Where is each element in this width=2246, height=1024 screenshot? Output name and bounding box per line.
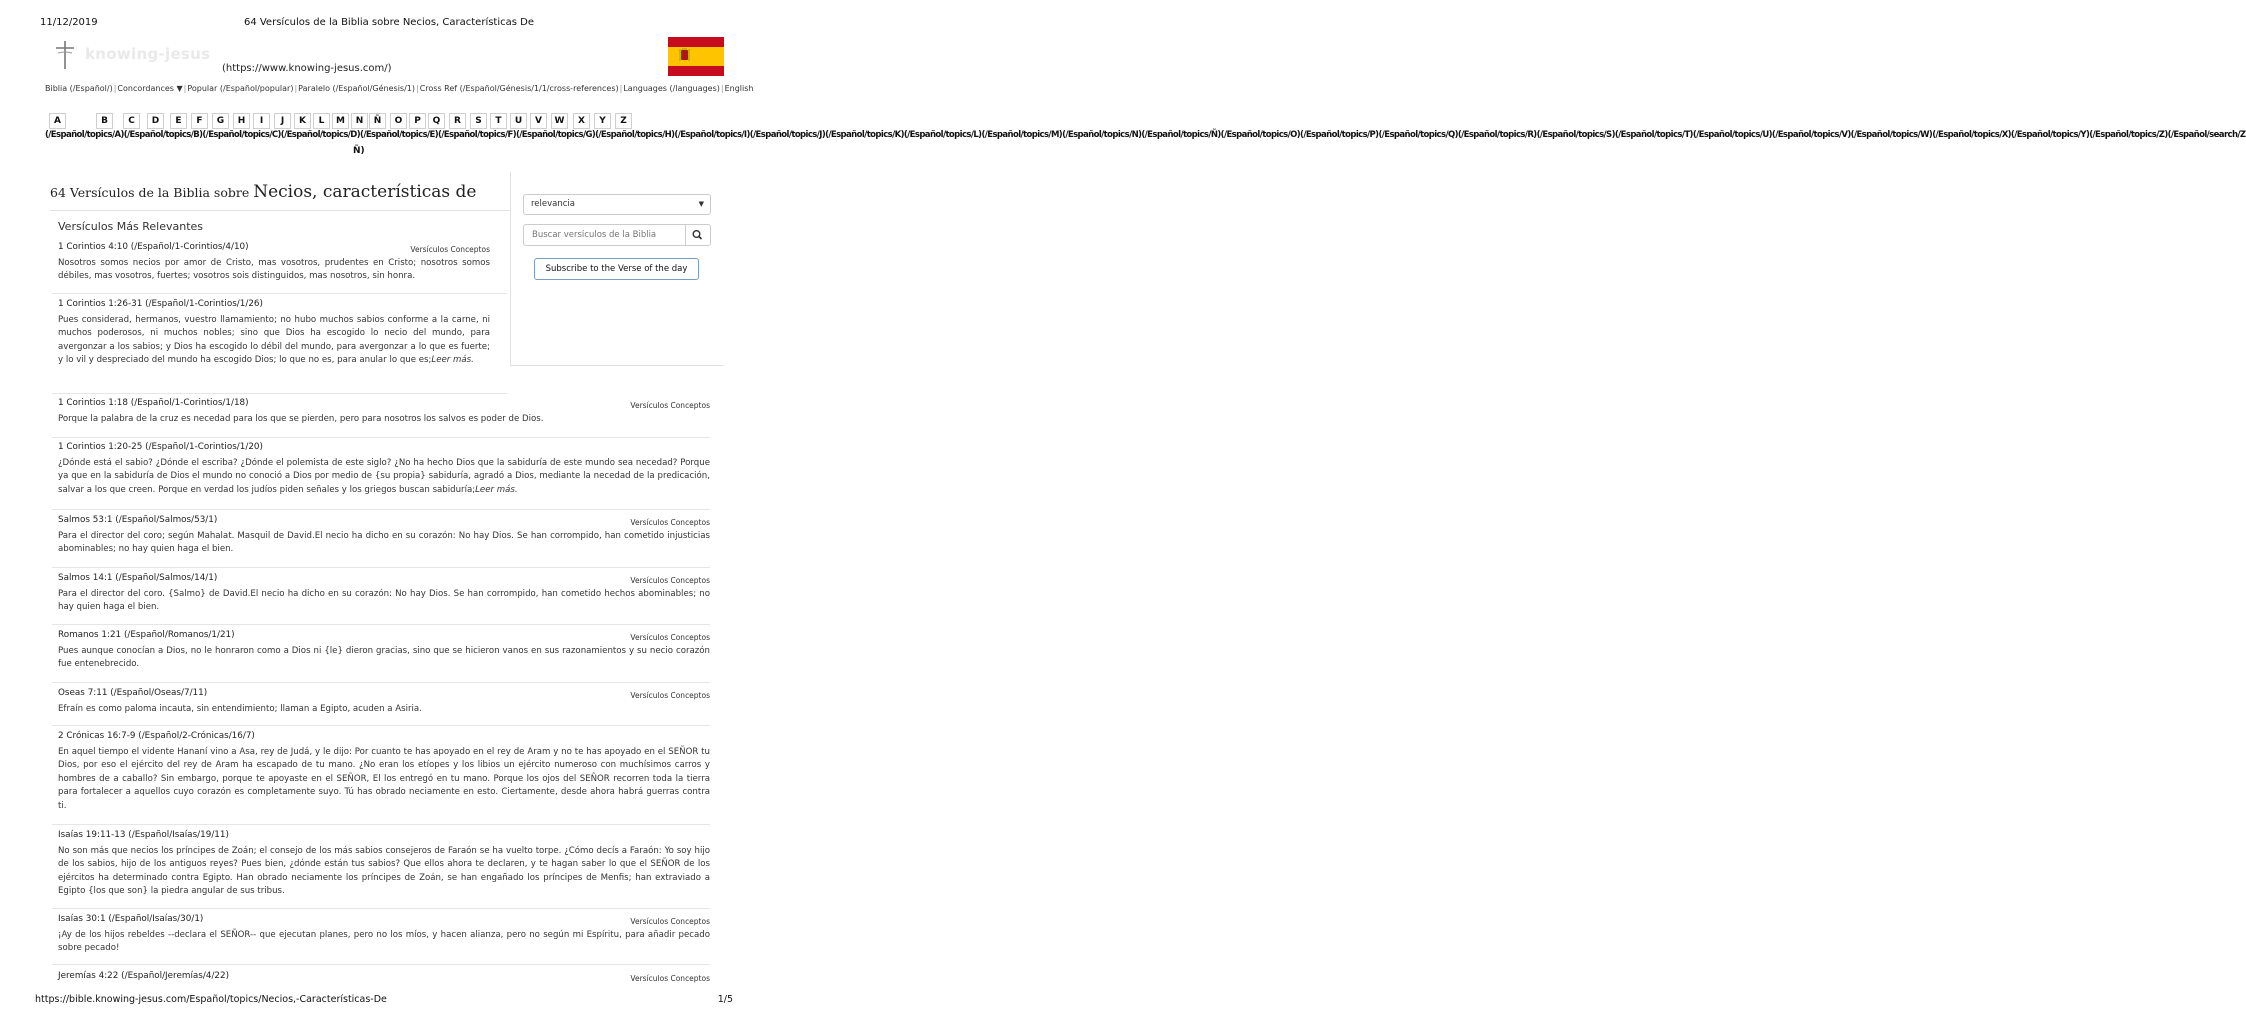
- print-header: [40, 17, 738, 31]
- verse-divider: [52, 824, 710, 825]
- alphabet-index: [45, 113, 2246, 161]
- alphabet-letter[interactable]: R: [449, 113, 466, 129]
- page-title-prefix: 64 Versículos de la Biblia sobre: [50, 185, 254, 200]
- verse-divider: [52, 437, 710, 438]
- verse-concepts-link[interactable]: Versículos Conceptos: [630, 633, 710, 642]
- sort-select[interactable]: [523, 194, 711, 215]
- verse-reference-link[interactable]: 1 Corintios 1:26-31 (/Español/1-Corintios/1/26): [58, 299, 263, 309]
- nav-link[interactable]: English: [724, 84, 754, 93]
- verse-reference-link[interactable]: Isaías 30:1 (/Español/Isaías/30/1): [58, 914, 204, 924]
- alphabet-letter[interactable]: E: [170, 113, 187, 129]
- verse-concepts-link[interactable]: Versículos Conceptos: [630, 576, 710, 585]
- alphabet-n-tail: Ñ): [353, 146, 365, 156]
- verse-divider: [52, 682, 710, 683]
- verse-text: [58, 703, 710, 716]
- search-box: [523, 224, 711, 246]
- alphabet-letter[interactable]: Z: [615, 113, 632, 129]
- alphabet-letter[interactable]: P: [409, 113, 426, 129]
- verse-text: [58, 530, 710, 557]
- verse-concepts-link[interactable]: Versículos Conceptos: [630, 518, 710, 527]
- alphabet-letter[interactable]: K: [294, 113, 311, 129]
- verse-text: [58, 257, 490, 284]
- verse-text-body: Pues aunque conocían a Dios, no le honraron como a Dios ni {le} dieron gracias, sino que se hicieron vanos en sus razonamientos y su necio corazón fue entenebrecido.: [58, 646, 710, 670]
- verse-text-body: Pues considerad, hermanos, vuestro llamamiento; no hubo muchos sabios conforme a la carne, ni muchos poderosos, ni muchos nobles; sino que Dios ha escogido lo necio del mundo, para avergonzar a los sabios; y Dios ha escogido lo débil del mundo, para avergonzar a lo que es fuerte; y lo vil y despreciado del mundo ha escogido Dios; lo que no es, para anular lo que es;: [58, 315, 490, 366]
- site-url-link[interactable]: (https://www.knowing-jesus.com/): [222, 63, 392, 74]
- verse-divider: [52, 509, 710, 510]
- verse-text-body: Para el director del coro. {Salmo} de David.El necio ha dicho en su corazón: No hay Dios. Se han corrompido, han cometido hechos abominables; no hay quien haga el bien.: [58, 589, 710, 613]
- verse-divider: [52, 624, 710, 625]
- verse-text: [58, 314, 490, 368]
- nav-separator: |: [619, 84, 623, 93]
- alphabet-letter[interactable]: O: [390, 113, 407, 129]
- alphabet-letter[interactable]: U: [510, 113, 527, 129]
- nav-separator: |: [720, 84, 724, 93]
- verse-text-body: Para el director del coro; según Mahalat. Masquil de David.El necio ha dicho en su corazón: No hay Dios. Se han corrompido, han cometido injusticias abominables; no hay quien haga el bien.: [58, 531, 710, 555]
- alphabet-letter[interactable]: G: [212, 113, 229, 129]
- verse-reference-link[interactable]: 1 Corintios 1:18 (/Español/1-Corintios/1/18): [58, 398, 249, 408]
- verse-reference-link[interactable]: Isaías 19:11-13 (/Español/Isaías/19/11): [58, 830, 229, 840]
- nav-link[interactable]: Paralelo (/Español/Génesis/1): [298, 84, 415, 93]
- nav-separator: |: [183, 84, 187, 93]
- verse-reference-link[interactable]: 1 Corintios 4:10 (/Español/1-Corintios/4/10): [58, 242, 249, 252]
- verse-reference-link[interactable]: Romanos 1:21 (/Español/Romanos/1/21): [58, 630, 235, 640]
- alphabet-letter[interactable]: B: [96, 113, 113, 129]
- verse-divider: [52, 293, 507, 294]
- verse-reference-link[interactable]: Jeremías 4:22 (/Español/Jeremías/4/22): [58, 971, 230, 981]
- verse-text: [58, 645, 710, 672]
- site-logo[interactable]: [53, 39, 233, 73]
- verse-text-body: No son más que necios los príncipes de Zoán; el consejo de los más sabios consejeros de Faraón se ha vuelto torpe. ¿Cómo decís a Faraón: Yo soy hijo de los sabios, hijo de los antiguos reyes? Pues bien, ¿dónde están tus sabios? Que ellos ahora te declaren, y te hagan saber lo que el SEÑOR de los ejércitos ha determinado contra Egipto. Han obrado neciamente los príncipes de Zoán, se han engañado los príncipes de Menfis; han extraviado a Egipto {los que son} la piedra angular de sus tribus.: [58, 846, 710, 897]
- print-footer: [35, 994, 733, 1008]
- verse-text: [58, 929, 710, 956]
- nav-link[interactable]: Cross Ref (/Español/Génesis/1/1/cross-references): [419, 84, 619, 93]
- verse-text-body: ¡Ay de los hijos rebeldes --declara el SEÑOR-- que ejecutan planes, pero no los míos, y hacen alianza, pero no según mi Espíritu, para añadir pecado sobre pecado!: [58, 930, 710, 954]
- alphabet-letter[interactable]: M: [332, 113, 349, 129]
- nav-link[interactable]: Concordances ▼: [117, 84, 183, 93]
- verse-reference-link[interactable]: 2 Crónicas 16:7-9 (/Español/2-Crónicas/16/7): [58, 731, 255, 741]
- read-more-link[interactable]: Leer más.: [475, 484, 518, 495]
- sidebar: [510, 172, 723, 366]
- logo-text: knowing-jesus: [85, 45, 211, 63]
- alphabet-letter[interactable]: T: [490, 113, 507, 129]
- alphabet-letter[interactable]: V: [530, 113, 547, 129]
- print-date: 11/12/2019: [40, 17, 98, 28]
- verse-concepts-link[interactable]: Versículos Conceptos: [630, 401, 710, 410]
- alphabet-letter[interactable]: L: [313, 113, 330, 129]
- cross-icon: [53, 39, 77, 71]
- search-button[interactable]: [685, 225, 710, 245]
- chevron-down-icon: ▼: [698, 200, 704, 208]
- verse-text: [58, 457, 710, 497]
- search-icon: [685, 225, 710, 245]
- print-footer-url: https://bible.knowing-jesus.com/Español/topics/Necios,-Características-De: [35, 994, 387, 1005]
- alphabet-letter[interactable]: Y: [594, 113, 611, 129]
- verse-text-body: Porque la palabra de la cruz es necedad para los que se pierden, pero para nosotros los salvos es poder de Dios.: [58, 414, 544, 424]
- read-more-link[interactable]: Leer más.: [431, 355, 474, 366]
- nav-link[interactable]: Popular (/Español/popular): [187, 84, 294, 93]
- verse-text: [58, 588, 710, 615]
- verse-concepts-link[interactable]: Versículos Conceptos: [630, 974, 710, 983]
- nav-separator: |: [416, 84, 419, 93]
- verse-text-body: ¿Dónde está el sabio? ¿Dónde el escriba? ¿Dónde el polemista de este siglo? ¿No ha hecho Dios que la sabiduría de este mundo sea necedad? Porque ya que en la sabiduría de Dios el mundo no conoció a Dios por medio de {su propia} sabiduría, agradó a Dios, mediante la necedad de la predicación, salvar a los que creen. Porque en verdad los judíos piden señales y los griegos buscan sabiduría;: [58, 458, 710, 495]
- nav-link[interactable]: Biblia (/Español/): [45, 84, 113, 93]
- alphabet-letter[interactable]: A: [49, 113, 66, 129]
- verse-reference-link[interactable]: Salmos 14:1 (/Español/Salmos/14/1): [58, 573, 218, 583]
- section-title: Versículos Más Relevantes: [58, 220, 204, 233]
- verse-text-body: Nosotros somos necios por amor de Cristo, mas vosotros, prudentes en Cristo; nosotros somos débiles, mas vosotros, fuertes; vosotros sois distinguidos, mas nosotros, sin honra.: [58, 258, 490, 282]
- subscribe-button[interactable]: Subscribe to the Verse of the day: [534, 258, 699, 280]
- alphabet-letter[interactable]: S: [470, 113, 487, 129]
- print-page-number: 1/5: [717, 994, 733, 1005]
- page-title-topic: Necios, características de: [253, 182, 477, 202]
- verse-reference-link[interactable]: Salmos 53:1 (/Español/Salmos/53/1): [58, 515, 218, 525]
- verse-concepts-link[interactable]: Versículos Conceptos: [410, 245, 490, 254]
- alphabet-letter[interactable]: H: [233, 113, 250, 129]
- alphabet-letter[interactable]: N: [351, 113, 368, 129]
- top-nav: [45, 84, 754, 93]
- sort-select-value: relevancia: [531, 199, 575, 209]
- alphabet-letter[interactable]: C: [123, 113, 140, 129]
- verse-reference-link[interactable]: Oseas 7:11 (/Español/Oseas/7/11): [58, 688, 208, 698]
- alphabet-letter[interactable]: W: [551, 113, 568, 129]
- verse-divider: [52, 393, 507, 394]
- verse-text: [58, 746, 710, 813]
- title-divider: [50, 210, 510, 211]
- verse-concepts-link[interactable]: Versículos Conceptos: [630, 917, 710, 926]
- alphabet-letter[interactable]: Q: [428, 113, 445, 129]
- verse-concepts-link[interactable]: Versículos Conceptos: [630, 691, 710, 700]
- nav-link[interactable]: Languages (/languages): [623, 84, 720, 93]
- alphabet-letter[interactable]: D: [147, 113, 164, 129]
- verse-divider: [52, 908, 710, 909]
- verse-reference-link[interactable]: 1 Corintios 1:20-25 (/Español/1-Corintios/1/20): [58, 442, 263, 452]
- verse-text-body: En aquel tiempo el vidente Hananí vino a Asa, rey de Judá, y le dijo: Por cuanto te has apoyado en el rey de Aram y no te has apoyado en el SEÑOR tu Dios, por eso el ejército del rey de Aram ha escapado de tu mano. ¿No eran los etíopes y los libios un ejército numeroso con muchísimos carros y hombres de a caballo? Sin embargo, porque te apoyaste en el SEÑOR, El los entregó en tu mano. Porque los ojos del SEÑOR recorren toda la tierra para fortalecer a aquellos cuyo corazón es completamente suyo. Tú has obrado neciamente en esto. Ciertamente, desde ahora habrá guerras contra ti.: [58, 747, 710, 811]
- nav-separator: |: [113, 84, 117, 93]
- verse-text: [58, 845, 710, 899]
- alphabet-letter[interactable]: J: [274, 113, 291, 129]
- search-input[interactable]: [524, 225, 686, 245]
- spain-flag-icon[interactable]: [668, 37, 724, 76]
- nav-separator: |: [294, 84, 298, 93]
- alphabet-letter[interactable]: X: [573, 113, 590, 129]
- verse-divider: [52, 725, 710, 726]
- print-title: 64 Versículos de la Biblia sobre Necios, Características De: [243, 17, 535, 28]
- alphabet-letter[interactable]: Ñ: [369, 113, 386, 129]
- alphabet-letter[interactable]: I: [253, 113, 270, 129]
- verse-text: [58, 413, 710, 426]
- verse-text-body: Efraín es como paloma incauta, sin entendimiento; llaman a Egipto, acuden a Asiria.: [58, 704, 422, 714]
- verse-divider: [52, 567, 710, 568]
- page-title: [50, 182, 500, 202]
- alphabet-link-overflow: (/Español/topics/A)(/Español/topics/B)(/Español/topics/C)(/Español/topics/D)(/Español/topics/E)(/Español/topics/F)(/Español/topics/G)(/Español/topics/H)(/Español/topics/I)(/Español/topics/J)(/Español/topics/K)(/Español/topics/L)(/Español/topics/M)(/Español/topics/N)(/Español/topics/Ñ)(/Español/topics/O)(/Español/topics/P)(/Español/topics/Q)(/Español/topics/R)(/Español/topics/S)(/Español/topics/T)(/Español/topics/U)(/Español/topics/V)(/Español/topics/W)(/Español/topics/X)(/Español/topics/Y)(/Español/topics/Z)(/Español/search/Z: [45, 130, 2246, 140]
- verse-divider: [52, 964, 710, 965]
- alphabet-letter[interactable]: F: [191, 113, 208, 129]
